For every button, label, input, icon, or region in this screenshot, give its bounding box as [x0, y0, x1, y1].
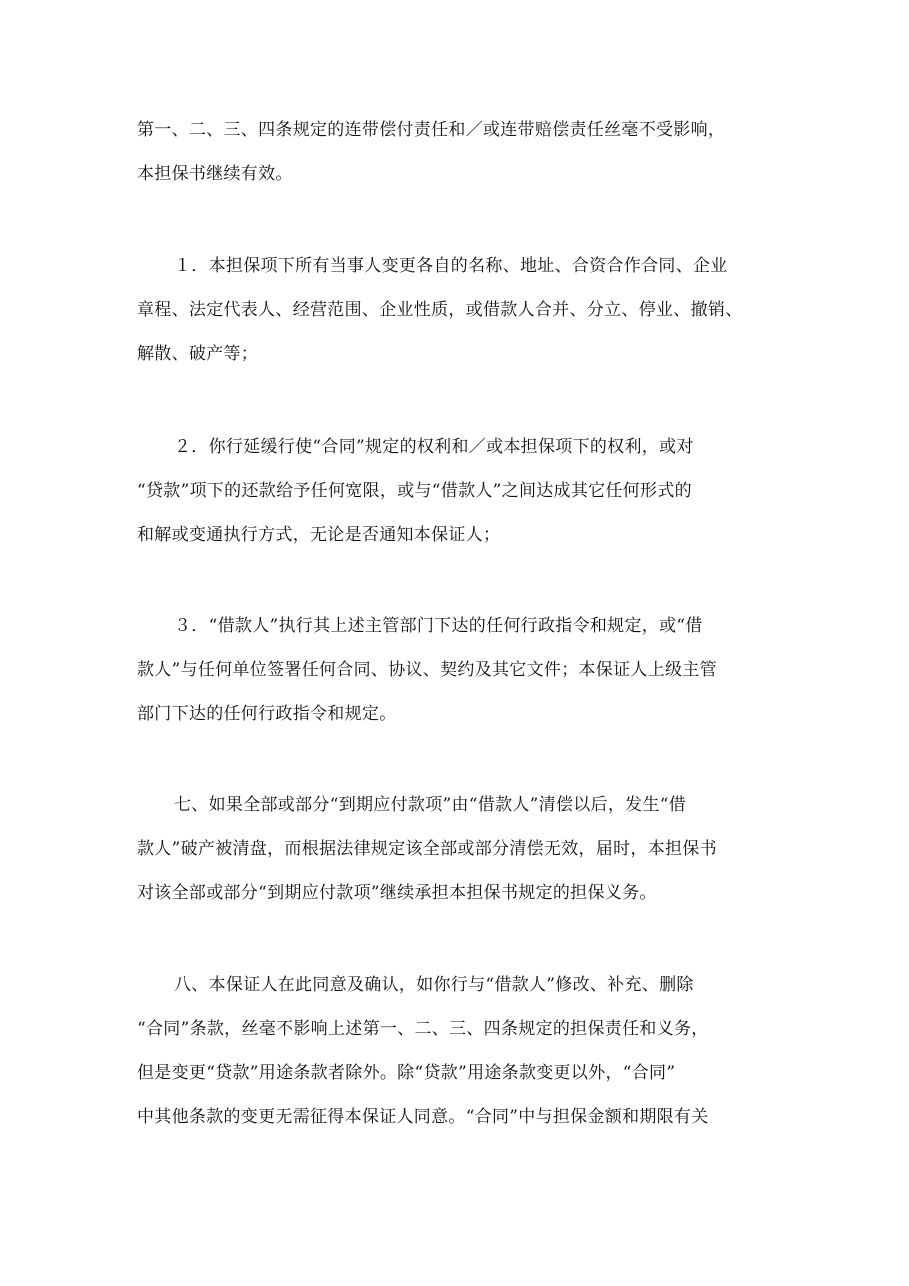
- paragraph-line: ２．你行延缓行使“合同”规定的权利和／或本担保项下的权利，或对: [174, 437, 694, 457]
- paragraph-line: 章程、法定代表人、经营范围、企业性质，或借款人合并、分立、停业、撤销、: [137, 300, 743, 320]
- paragraph-line: 款人”与任何单位签署任何合同、协议、契约及其它文件；本保证人上级主管: [137, 660, 717, 680]
- paragraph-item-2: [137, 425, 787, 557]
- paragraph-clause-8: [137, 963, 787, 1139]
- paragraph-line: 但是变更“贷款”用途条款者除外。除“贷款”用途条款变更以外，“合同”: [137, 1063, 676, 1083]
- paragraph-clause-7: [137, 783, 787, 915]
- paragraph-line: “合同”条款，丝毫不影响上述第一、二、三、四条规定的担保责任和义务，: [137, 1019, 709, 1039]
- paragraph-line: 中其他条款的变更无需征得本保证人同意。“合同”中与担保金额和期限有关: [137, 1107, 709, 1127]
- paragraph-line: “贷款”项下的还款给予任何宽限，或与“借款人”之间达成其它任何形式的: [137, 481, 692, 501]
- paragraph-line: 解散、破产等；: [137, 344, 259, 364]
- paragraph-line: 本担保书继续有效。: [137, 164, 293, 184]
- paragraph-line: 八、本保证人在此同意及确认，如你行与“借款人”修改、补充、删除: [174, 975, 694, 995]
- paragraph-line: 款人”破产被清盘，而根据法律规定该全部或部分清偿无效，届时，本担保书: [137, 839, 717, 859]
- paragraph-continuation: [137, 108, 787, 196]
- paragraph-item-3: [137, 604, 787, 736]
- paragraph-line: 第一、二、三、四条规定的连带偿付责任和／或连带赔偿责任丝毫不受影响，: [137, 120, 726, 140]
- paragraph-line: 部门下达的任何行政指令和规定。: [137, 704, 397, 724]
- paragraph-line: 对该全部或部分“到期应付款项”继续承担本担保书规定的担保义务。: [137, 883, 657, 903]
- paragraph-line: 七、如果全部或部分“到期应付款项”由“借款人”清偿以后，发生“借: [174, 795, 687, 815]
- paragraph-line: １．本担保项下所有当事人变更各自的名称、地址、合资合作合同、企业: [174, 256, 728, 276]
- paragraph-line: ３．“借款人”执行其上述主管部门下达的任何行政指令和规定，或“借: [174, 616, 703, 636]
- paragraph-line: 和解或变通执行方式，无论是否通知本保证人；: [137, 525, 501, 545]
- paragraph-item-1: [137, 244, 787, 376]
